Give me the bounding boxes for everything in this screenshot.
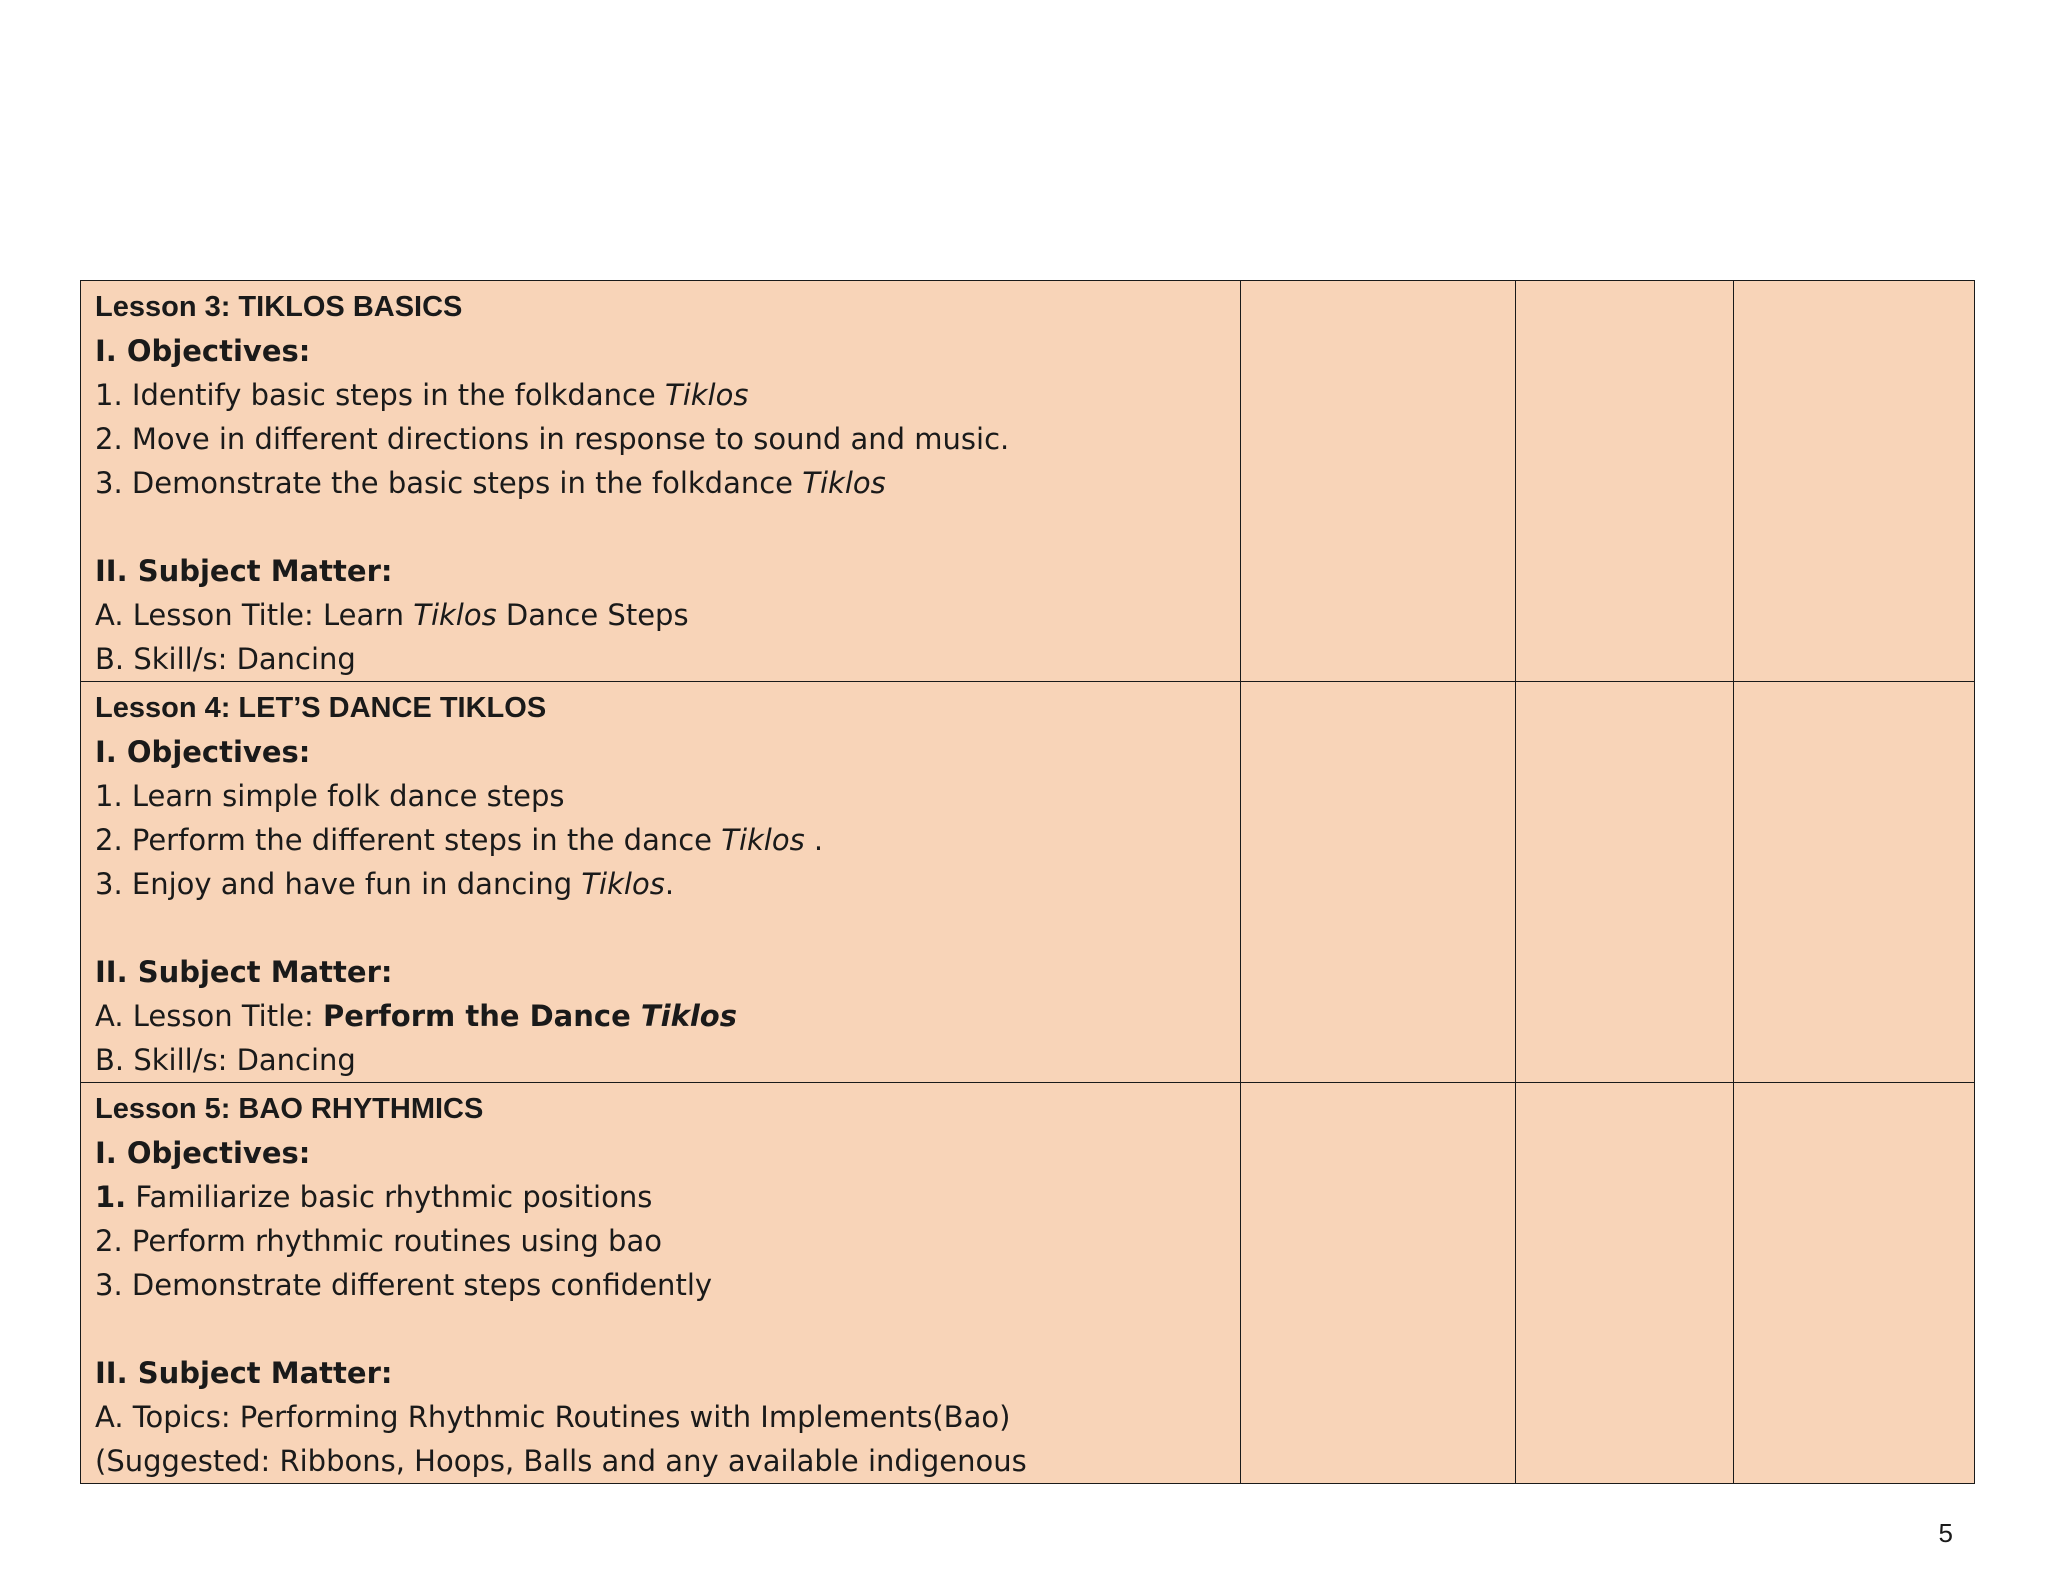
empty-cell: [1241, 682, 1516, 1083]
table-row: [81, 1083, 1975, 1484]
subject-line: (Suggested: Ribbons, Hoops, Balls and any available indigenous: [95, 1444, 1027, 1478]
empty-cell: [1516, 281, 1734, 682]
subject-matter-heading: II. Subject Matter:: [95, 955, 393, 989]
objective-item: 2. Perform the different steps in the dance Tiklos .: [95, 823, 824, 857]
subject-line: A. Lesson Title: Learn Tiklos Dance Steps: [95, 598, 689, 632]
subject-matter-heading: II. Subject Matter:: [95, 554, 393, 588]
objective-item: 3. Demonstrate the basic steps in the folkdance Tiklos: [95, 466, 886, 500]
objective-item: 3. Demonstrate different steps confidently: [95, 1268, 713, 1302]
objective-item: 1. Familiarize basic rhythmic positions: [95, 1180, 653, 1214]
subject-line: B. Skill/s: Dancing: [95, 1043, 356, 1077]
objective-item: 2. Perform rhythmic routines using bao: [95, 1224, 662, 1258]
subject-line: A. Topics: Performing Rhythmic Routines with Implements(Bao): [95, 1400, 1011, 1434]
objectives-heading: I. Objectives:: [95, 1136, 311, 1170]
lesson-title: Lesson 4: LET’S DANCE TIKLOS: [95, 692, 547, 724]
empty-cell: [1734, 281, 1975, 682]
objectives-heading: I. Objectives:: [95, 735, 311, 769]
lesson-title: Lesson 5: BAO RHYTHMICS: [95, 1093, 484, 1125]
table-row: [81, 281, 1975, 682]
lesson-content-cell: [81, 1083, 1241, 1484]
lesson-title: Lesson 3: TIKLOS BASICS: [95, 291, 463, 323]
empty-cell: [1734, 1083, 1975, 1484]
lesson-plan-table: [80, 280, 1975, 1484]
subject-line: B. Skill/s: Dancing: [95, 642, 356, 676]
objective-item: 3. Enjoy and have fun in dancing Tiklos.: [95, 867, 675, 901]
lesson-content-cell: [81, 281, 1241, 682]
empty-cell: [1734, 682, 1975, 1083]
objectives-heading: I. Objectives:: [95, 334, 311, 368]
objective-item: 1. Learn simple folk dance steps: [95, 779, 565, 813]
objective-item: 2. Move in different directions in response to sound and music.: [95, 422, 1010, 456]
page-number: 5: [1938, 1518, 1953, 1548]
lesson-content-cell: [81, 682, 1241, 1083]
empty-cell: [1516, 1083, 1734, 1484]
subject-line: A. Lesson Title: Perform the Dance Tiklos: [95, 999, 737, 1033]
table-row: [81, 682, 1975, 1083]
empty-cell: [1241, 1083, 1516, 1484]
objective-item: 1. Identify basic steps in the folkdance Tiklos: [95, 378, 749, 412]
empty-cell: [1241, 281, 1516, 682]
empty-cell: [1516, 682, 1734, 1083]
subject-matter-heading: II. Subject Matter:: [95, 1356, 393, 1390]
